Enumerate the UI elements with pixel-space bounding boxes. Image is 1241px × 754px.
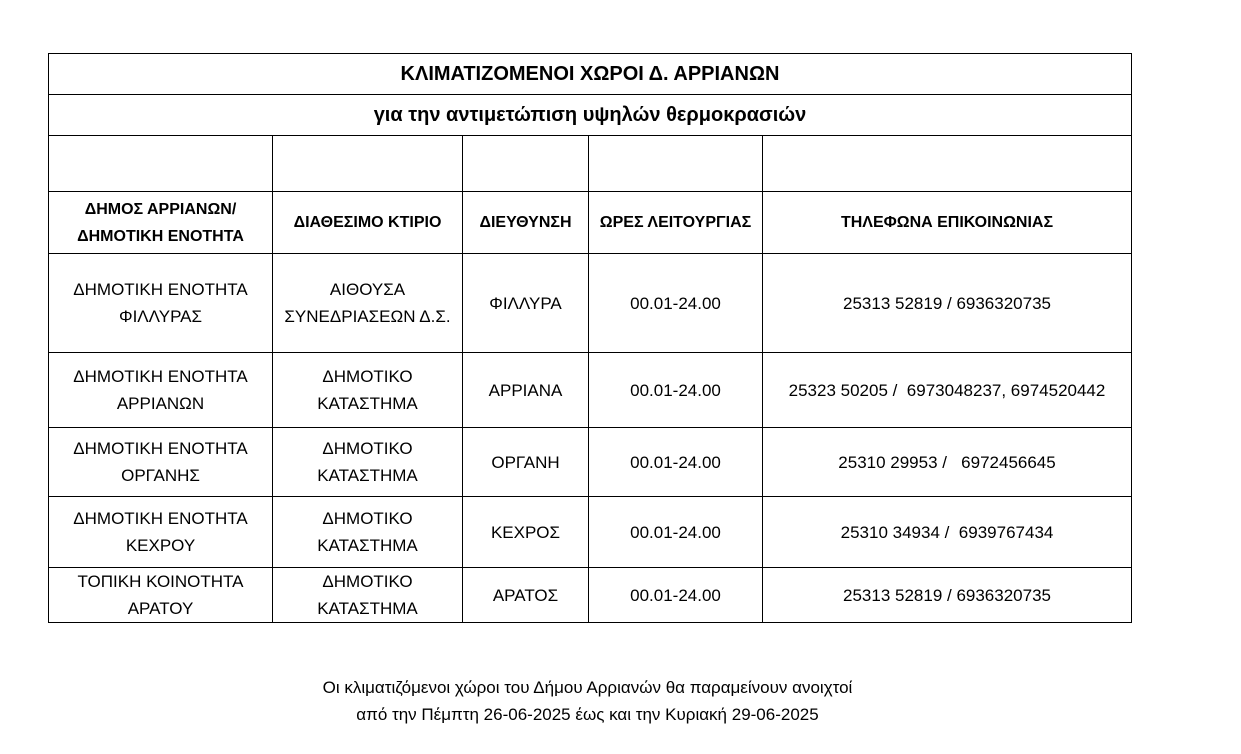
header-hours: ΩΡΕΣ ΛΕΙΤΟΥΡΓΙΑΣ	[589, 192, 763, 254]
header-phones: ΤΗΛΕΦΩΝΑ ΕΠΙΚΟΙΝΩΝΙΑΣ	[763, 192, 1132, 254]
unit-line1: ΔΗΜΟΤΙΚΗ ΕΝΟΤΗΤΑ	[73, 509, 248, 528]
header-municipality-line1: ΔΗΜΟΣ ΑΡΡΙΑΝΩΝ/	[84, 200, 237, 218]
table-row	[49, 353, 1132, 428]
building-line1: ΔΗΜΟΤΙΚΟ	[322, 439, 413, 458]
table-row	[49, 568, 1132, 623]
address-cell: ΦΙΛΛΥΡΑ	[463, 254, 589, 353]
building-line1: ΔΗΜΟΤΙΚΟ	[322, 509, 413, 528]
unit-line2: ΦΙΛΛΥΡΑΣ	[119, 307, 202, 326]
unit-cell	[49, 428, 273, 497]
unit-line1: ΤΟΠΙΚΗ ΚΟΙΝΟΤΗΤΑ	[77, 572, 244, 591]
unit-line1: ΔΗΜΟΤΙΚΗ ΕΝΟΤΗΤΑ	[73, 439, 248, 458]
building-cell	[273, 428, 463, 497]
blank-cell	[463, 136, 589, 192]
unit-cell	[49, 497, 273, 568]
building-cell	[273, 353, 463, 428]
address-cell: ΟΡΓΑΝΗ	[463, 428, 589, 497]
footer-note	[180, 674, 995, 728]
phones-cell: 25310 29953 / 6972456645	[763, 428, 1132, 497]
header-address: ΔΙΕΥΘΥΝΣΗ	[463, 192, 589, 254]
unit-line2: ΑΡΑΤΟΥ	[127, 599, 194, 618]
blank-cell	[49, 136, 273, 192]
hours-cell: 00.01-24.00	[589, 497, 763, 568]
unit-line2: ΑΡΡΙΑΝΩΝ	[116, 394, 205, 413]
unit-line2: ΚΕΧΡΟΥ	[125, 536, 196, 555]
phones-cell: 25313 52819 / 6936320735	[763, 568, 1132, 623]
table-row	[49, 254, 1132, 353]
unit-line1: ΔΗΜΟΤΙΚΗ ΕΝΟΤΗΤΑ	[73, 280, 248, 299]
building-cell	[273, 497, 463, 568]
header-municipality	[49, 192, 273, 254]
address-cell: ΑΡΑΤΟΣ	[463, 568, 589, 623]
title-row	[49, 54, 1132, 95]
unit-line2: ΟΡΓΑΝΗΣ	[121, 466, 200, 485]
phones-cell: 25323 50205 / 6973048237, 6974520442	[763, 353, 1132, 428]
subtitle-row	[49, 95, 1132, 136]
unit-cell	[49, 568, 273, 623]
hours-cell: 00.01-24.00	[589, 428, 763, 497]
building-line2: ΚΑΤΑΣΤΗΜΑ	[317, 599, 418, 618]
building-line2: ΣΥΝΕΔΡΙΑΣΕΩΝ Δ.Σ.	[284, 307, 451, 326]
building-line1: ΑΙΘΟΥΣΑ	[329, 280, 406, 299]
cooling-spaces-table	[48, 53, 1132, 623]
header-building: ΔΙΑΘΕΣΙΜΟ ΚΤΙΡΙΟ	[273, 192, 463, 254]
building-line1: ΔΗΜΟΤΙΚΟ	[322, 367, 413, 386]
address-cell: ΑΡΡΙΑΝΑ	[463, 353, 589, 428]
unit-line1: ΔΗΜΟΤΙΚΗ ΕΝΟΤΗΤΑ	[73, 367, 248, 386]
footer-line2: από την Πέμπτη 26-06-2025 έως και την Κυριακή 29-06-2025	[356, 705, 819, 724]
header-row	[49, 192, 1132, 254]
blank-row	[49, 136, 1132, 192]
address-cell: ΚΕΧΡΟΣ	[463, 497, 589, 568]
footer-line1: Οι κλιματιζόμενοι χώροι του Δήμου Αρριανών θα παραμείνουν ανοιχτοί	[322, 678, 853, 697]
building-line2: ΚΑΤΑΣΤΗΜΑ	[317, 466, 418, 485]
building-line2: ΚΑΤΑΣΤΗΜΑ	[317, 394, 418, 413]
unit-cell	[49, 353, 273, 428]
table-row	[49, 428, 1132, 497]
building-line2: ΚΑΤΑΣΤΗΜΑ	[317, 536, 418, 555]
hours-cell: 00.01-24.00	[589, 353, 763, 428]
building-line1: ΔΗΜΟΤΙΚΟ	[322, 572, 413, 591]
document-title: ΚΛΙΜΑΤΙΖΟΜΕΝΟΙ ΧΩΡΟΙ Δ. ΑΡΡΙΑΝΩΝ	[49, 54, 1132, 95]
phones-cell: 25313 52819 / 6936320735	[763, 254, 1132, 353]
phones-cell: 25310 34934 / 6939767434	[763, 497, 1132, 568]
building-cell	[273, 254, 463, 353]
unit-cell	[49, 254, 273, 353]
hours-cell: 00.01-24.00	[589, 568, 763, 623]
blank-cell	[273, 136, 463, 192]
blank-cell	[763, 136, 1132, 192]
header-municipality-line2: ΔΗΜΟΤΙΚΗ ΕΝΟΤΗΤΑ	[77, 227, 244, 245]
document-subtitle: για την αντιμετώπιση υψηλών θερμοκρασιών	[49, 95, 1132, 136]
hours-cell: 00.01-24.00	[589, 254, 763, 353]
building-cell	[273, 568, 463, 623]
table-row	[49, 497, 1132, 568]
blank-cell	[589, 136, 763, 192]
